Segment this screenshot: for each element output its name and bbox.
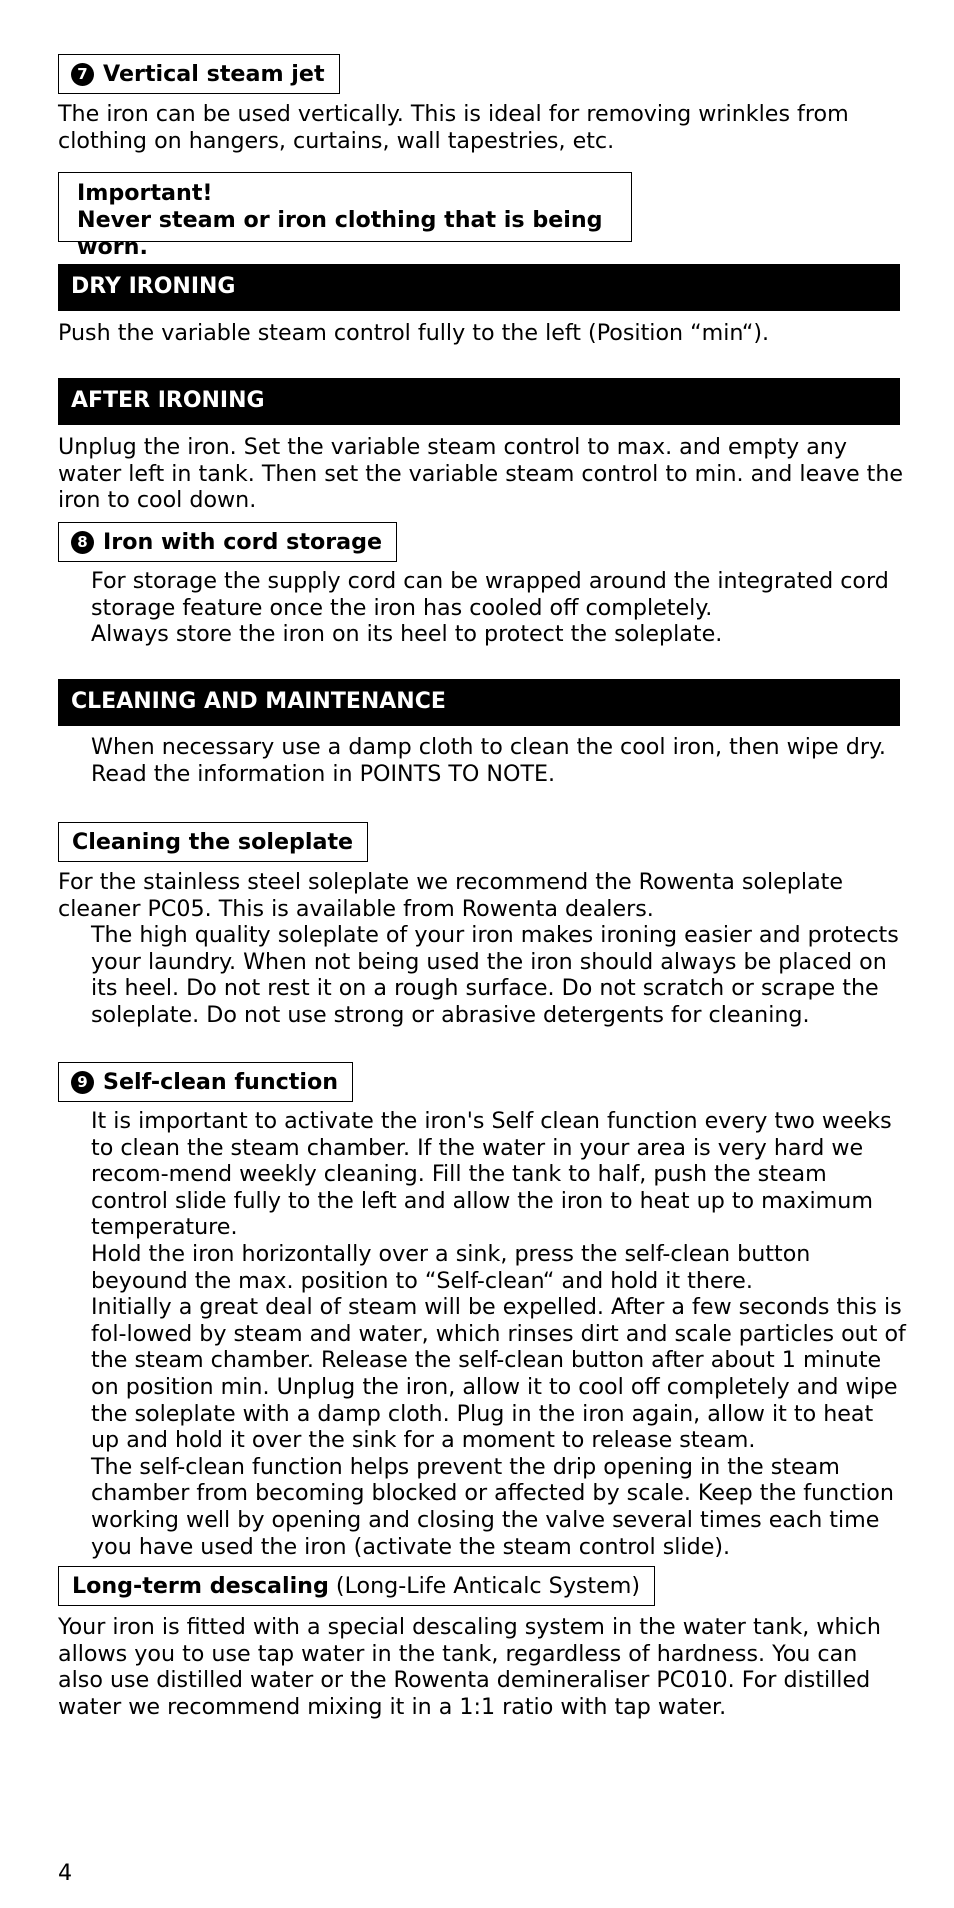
subheading-long-term-descaling — [58, 1566, 655, 1606]
paragraph: Always store the iron on its heel to protect the soleplate. — [91, 621, 723, 648]
paragraph: For storage the supply cord can be wrapped around the integrated cord storage feature once the iron has cooled off completely. — [91, 568, 889, 621]
paragraph: The self-clean function helps prevent the drip opening in the steam chamber from becoming blocked or affected by scale. Keep the function working well by opening and closing the valve several times each time you have used the iron (activate the steam control slide). — [91, 1453, 894, 1560]
paragraph: Unplug the iron. Set the variable steam control to max. and empty any water left in tank. Then set the variable steam control to min. and leave the iron to cool down. — [58, 434, 904, 514]
subheading-subtitle: (Long-Life Anticalc System) — [328, 1572, 641, 1599]
paragraph: Your iron is fitted with a special descaling system in the water tank, which allows you to use tap water in the tank, regardless of hardness. You can also use distilled water or the Rowenta demineraliser PC010. For distilled water we recommend mixing it in a 1:1 ratio with tap water. — [58, 1614, 881, 1720]
subheading-title: Vertical steam jet — [103, 60, 325, 87]
subheading-title: Cleaning the soleplate — [72, 828, 354, 855]
important-notice — [58, 172, 632, 260]
section-heading-cleaning: CLEANING AND MAINTENANCE — [58, 679, 900, 726]
subheading-cord-storage — [58, 522, 397, 562]
paragraph: The iron can be used vertically. This is ideal for removing wrinkles from clothing on hangers, curtains, wall tapestries, etc. — [58, 101, 849, 154]
subheading-vertical-steam-jet — [58, 54, 340, 94]
paragraph: Hold the iron horizontally over a sink, press the self-clean button beyound the max. position to “Self-clean“ and hold it there. — [91, 1240, 811, 1294]
subheading-self-clean — [58, 1062, 353, 1102]
subheading-title: Iron with cord storage — [103, 528, 383, 555]
important-label: Important! — [77, 180, 213, 206]
subheading-title: Self-clean function — [103, 1068, 339, 1095]
paragraph: For the stainless steel soleplate we recommend the Rowenta soleplate cleaner PC05. This is available from Rowenta dealers. — [58, 869, 844, 922]
section-heading-after-ironing: AFTER IRONING — [58, 378, 900, 425]
paragraph: It is important to activate the iron's Self clean function every two weeks to clean the steam chamber. If the water in your area is very hard we recom-mend weekly cleaning. Fill the tank to half, push the steam control slide fully to the left and allow the iron to heat up to maximum temperature. — [91, 1108, 892, 1241]
important-text: Never steam or iron clothing that is being worn. — [77, 207, 603, 260]
paragraph: When necessary use a damp cloth to clean the cool iron, then wipe dry. Read the information in POINTS TO NOTE. — [91, 734, 886, 787]
paragraph: The high quality soleplate of your iron makes ironing easier and protects your laundry. When not being used the iron should always be placed on its heel. Do not rest it on a rough surface. Do not scratch or scrape the soleplate. Do not use strong or abrasive detergents for cleaning. — [91, 922, 899, 1028]
section-heading-dry-ironing: DRY IRONING — [58, 264, 900, 311]
subheading-title: Long-term descaling — [72, 1572, 329, 1599]
paragraph: Initially a great deal of steam will be expelled. After a few seconds this is fol-lowed by steam and water, which rinses dirt and scale particles out of the steam chamber. Release the self-clean button after about 1 minute on position min. Unplug the iron, allow it to cool off completely and wipe the soleplate with a damp cloth. Plug in the iron again, allow it to heat up and hold it over the sink for a moment to release steam. — [91, 1294, 906, 1454]
number-badge: 8 — [71, 531, 94, 554]
paragraph: Push the variable steam control fully to the left (Position “min“). — [58, 320, 770, 346]
indented-text — [91, 568, 901, 648]
number-badge: 9 — [71, 1071, 94, 1094]
subheading-cleaning-soleplate — [58, 822, 368, 862]
indented-text — [91, 1108, 907, 1560]
number-badge: 7 — [71, 63, 94, 86]
page-number: 4 — [58, 1860, 73, 1886]
